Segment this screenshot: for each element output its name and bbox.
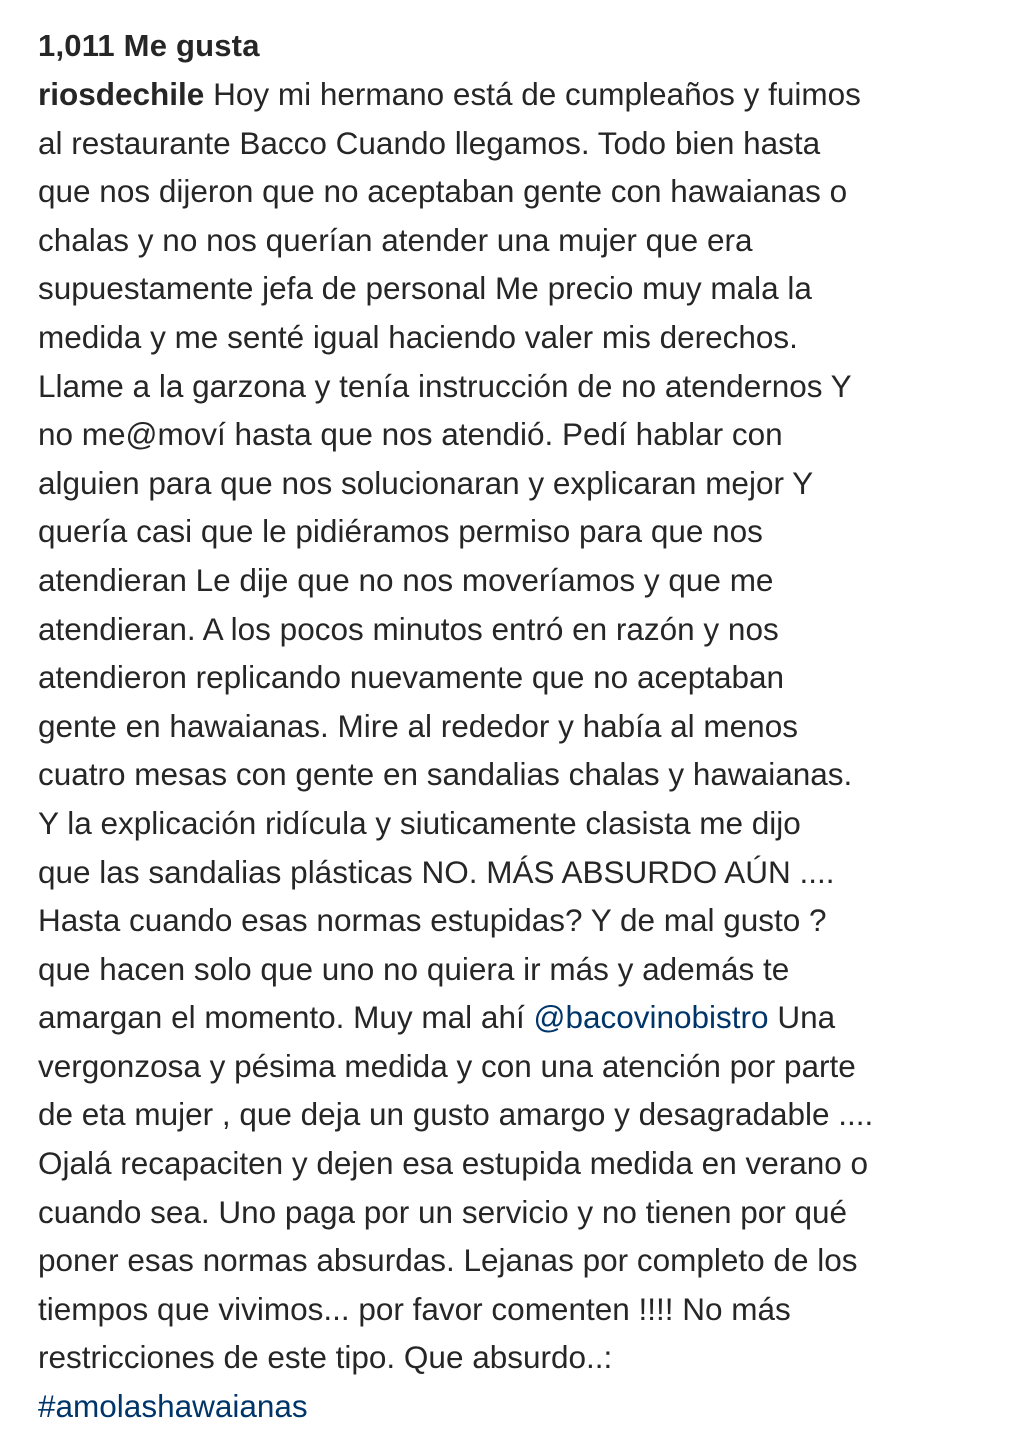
caption-line: restricciones de este tipo. Que absurdo..:: [38, 1339, 613, 1376]
mention-link[interactable]: @bacovinobistro: [533, 999, 769, 1036]
caption-line: quería casi que le pidiéramos permiso para que nos: [38, 513, 763, 550]
caption-line: de eta mujer , que deja un gusto amargo y desagradable ....: [38, 1096, 874, 1133]
caption-line: supuestamente jefa de personal Me precio muy mala la: [38, 270, 812, 307]
caption-line: que hacen solo que uno no quiera ir más y además te: [38, 950, 790, 987]
caption-line: Llame a la garzona y tenía instrucción de no atendernos Y: [38, 367, 852, 404]
caption-line: vergonzosa y pésima medida y con una atención por parte: [38, 1047, 856, 1084]
caption-line: cuatro mesas con gente en sandalias chalas y hawaianas.: [38, 756, 853, 793]
caption-line: gente en hawaianas. Mire al rededor y había al menos: [38, 707, 798, 744]
caption-line: Y la explicación ridícula y siuticamente clasista me dijo: [38, 804, 801, 841]
caption-line: chalas y no nos querían atender una mujer que era: [38, 221, 753, 258]
caption-text: [38, 70, 988, 1431]
likes-count[interactable]: 1,011 Me gusta: [38, 28, 260, 63]
caption-line: cuando sea. Uno paga por un servicio y no tienen por qué: [38, 1193, 848, 1230]
caption-line: atendieran. A los pocos minutos entró en razón y nos: [38, 610, 779, 647]
caption-line: Ojalá recapaciten y dejen esa estupida medida en verano o: [38, 1145, 869, 1182]
caption-line: [38, 993, 988, 1042]
caption-line: que las sandalias plásticas NO. MÁS ABSURDO AÚN ....: [38, 853, 835, 890]
caption-line-text: Hoy mi hermano está de cumpleaños y fuimos: [213, 76, 861, 112]
caption-line: al restaurante Bacco Cuando llegamos. Todo bien hasta: [38, 124, 821, 161]
caption-line-text: Una: [768, 999, 836, 1036]
caption-line: atendieron replicando nuevamente que no aceptaban: [38, 659, 785, 696]
caption-line: medida y me senté igual haciendo valer mis derechos.: [38, 318, 798, 355]
hashtag-link[interactable]: #amolashawaianas: [38, 1388, 308, 1425]
caption-line: poner esas normas absurdas. Lejanas por completo de los: [38, 1242, 858, 1279]
caption-line: [38, 70, 988, 119]
caption-line: que nos dijeron que no aceptaban gente con hawaianas o: [38, 173, 848, 210]
caption-line: no me@moví hasta que nos atendió. Pedí hablar con: [38, 416, 783, 453]
caption-line-text: amargan el momento. Muy mal ahí: [38, 999, 534, 1036]
caption-line: alguien para que nos solucionaran y explicaran mejor Y: [38, 464, 814, 501]
caption-line: tiempos que vivimos... por favor comenten !!!! No más: [38, 1290, 791, 1327]
caption-line: atendieran Le dije que no nos moveríamos y que me: [38, 561, 774, 598]
username-link[interactable]: riosdechile: [38, 76, 205, 112]
instagram-post-caption: [38, 22, 988, 1431]
caption-line: Hasta cuando esas normas estupidas? Y de mal gusto ?: [38, 902, 827, 939]
